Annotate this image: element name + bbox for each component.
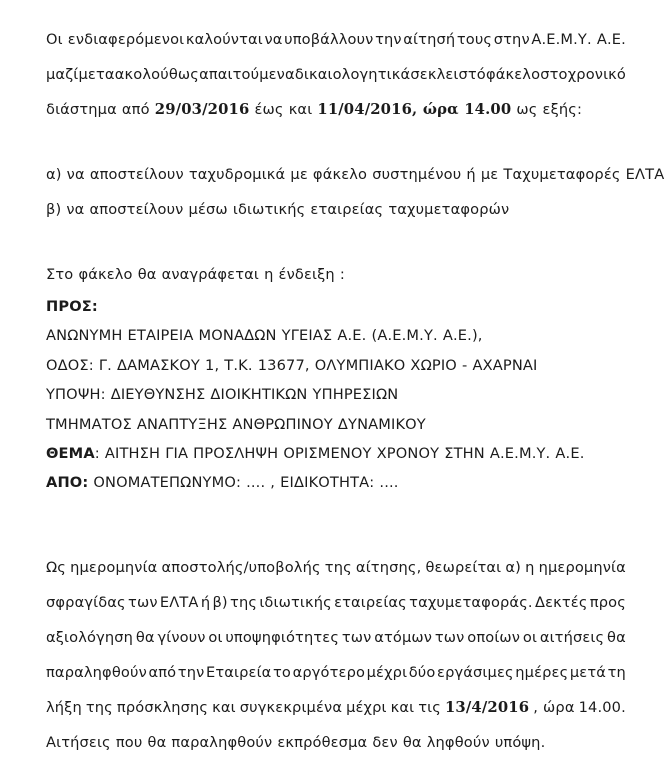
p2l3-w6: των: [341, 628, 372, 646]
p1l1-w8: στην: [493, 31, 530, 48]
p2l2-w8: εταιρείας: [334, 593, 407, 611]
paragraph-submission-instructions: [46, 22, 626, 127]
document-body: [46, 0, 665, 760]
p2l3-w11: αιτήσεις: [539, 628, 605, 646]
p2l3-w5: υποψηφιότητες: [225, 628, 340, 646]
paragraph1-line-3: [46, 92, 626, 127]
p1l3-pre: διάστημα από: [46, 101, 155, 118]
p1l1-w4: υποβάλλουν: [284, 31, 374, 48]
p1l2-w6: δικαιολογητικά: [294, 66, 411, 83]
p2l5-w3: πρόσκλησης: [116, 698, 209, 716]
recipient-attention: ΥΠΟΨΗ: ΔΙΕΥΘΥΝΣΗΣ ΔΙΟΙΚΗΤΙΚΩΝ ΥΠΗΡΕΣΙΩΝ: [46, 386, 399, 404]
p2l4-w5: το: [273, 663, 292, 681]
p2l4-w11: μετά: [569, 663, 607, 681]
p2l5-w9: , ώρα: [533, 698, 575, 716]
p2l2-w4: ή: [200, 593, 211, 611]
p1l1-w5: την: [375, 31, 402, 48]
sender-text: ΟΝΟΜΑΤΕΠΩΝΥΜΟ: .... , ΕΙΔΙΚΟΤΗΤΑ: ....: [88, 474, 399, 492]
recipient-address: ΟΔΟΣ: Γ. ΔΑΜΑΣΚΟΥ 1, Τ.Κ. 13677, ΟΛΥΜΠΙΑΚΟ ΧΩΡΙΟ - ΑΧΑΡΝΑΙ: [46, 356, 538, 374]
p1l1-w3: να: [264, 31, 283, 48]
p2l3-w3: γίνουν: [157, 628, 206, 646]
deadline-start-date: 29/03/2016: [154, 101, 250, 118]
p2l4-w9: εργάσιμες: [437, 663, 514, 681]
p2l4-w8: δύο: [408, 663, 436, 681]
submission-options: [46, 157, 665, 227]
option-b: β) να αποστείλουν μέσω ιδιωτικής εταιρείας ταχυμεταφορών: [46, 201, 510, 218]
p2l2-w2: των: [128, 593, 158, 611]
option-a: α) να αποστείλουν ταχυδρομικά με φάκελο συστημένου ή με Ταχυμεταφορές ΕΛΤΑ: [46, 166, 665, 183]
recipient-department: ΤΜΗΜΑΤΟΣ ΑΝΑΠΤΥΞΗΣ ΑΝΘΡΩΠΙΝΟΥ ΔΥΝΑΜΙΚΟΥ: [46, 415, 426, 433]
paragraph1-line-1: [46, 22, 626, 57]
p2l3-w4: οι: [208, 628, 223, 646]
p2l2-w3: ΕΛΤΑ: [159, 593, 199, 611]
subject-text: : ΑΙΤΗΣΗ ΓΙΑ ΠΡΟΣΛΗΨΗ ΟΡΙΣΜΕΝΟΥ ΧΡΟΝΟΥ ΣΤΗΝ Α.Ε.Μ.Υ. Α.Ε.: [94, 445, 585, 463]
p1l1-w1: Οι ενδιαφερόμενοι: [46, 31, 185, 48]
top-spacer: [46, 0, 626, 22]
paragraph2-line-5: [46, 690, 626, 725]
paragraph2-line-2: [46, 585, 626, 620]
p1l2-w9: φάκελο: [485, 66, 541, 83]
p2l1-w6: θεωρείται: [425, 558, 502, 576]
p2l1-w4: της: [324, 558, 352, 576]
spacer-after-options: [46, 227, 626, 257]
sender-label: ΑΠΟ:: [46, 474, 89, 492]
p2l3-w10: οι: [522, 628, 538, 646]
p2l1-w8: η: [525, 558, 535, 576]
p2l5-w6: μέχρι: [346, 698, 387, 716]
p1l2-w5: απαιτούμενα: [199, 66, 295, 83]
paragraph2-line-3: [46, 620, 626, 655]
spacer-before-paragraph2: [46, 528, 626, 550]
p1l2-w3: τα: [96, 66, 115, 83]
envelope-intro: Στο φάκελο θα αναγράφεται η ένδειξη :: [46, 266, 345, 283]
p2l1-w9: ημερομηνία: [538, 558, 626, 576]
p2l5-w7: και: [390, 698, 415, 716]
p2l4-w4: Εταιρεία: [205, 663, 272, 681]
p2l1-w3: αποστολής/υποβολής: [161, 558, 321, 576]
p2l4-w3: την: [177, 663, 205, 681]
p2l4-w10: ημέρες: [515, 663, 569, 681]
p1l2-w11: χρονικό: [567, 66, 626, 83]
p1l2-w10: στο: [540, 66, 568, 83]
p2l2-w1: σφραγίδας: [46, 593, 126, 611]
p1l1-w6: αίτησή: [403, 31, 456, 48]
envelope-block: [46, 257, 626, 498]
subject-label: ΘΕΜΑ: [46, 445, 95, 463]
p2l4-w7: μέχρι: [366, 663, 408, 681]
paragraph2-line-6: Αιτήσεις που θα παραληφθούν εκπρόθεσμα δεν θα ληφθούν υπόψη.: [46, 733, 546, 751]
p2l1-w7: α): [505, 558, 521, 576]
p2l5-w1: λήξη: [46, 698, 82, 716]
p2l2-w7: ιδιωτικής: [259, 593, 332, 611]
p1l1-w2: καλούνται: [185, 31, 263, 48]
p1l1-w9: Α.Ε.Μ.Υ. Α.Ε.: [531, 31, 626, 48]
paragraph-deadline-rules: [46, 550, 626, 760]
p2l2-w9: ταχυμεταφοράς.: [409, 593, 533, 611]
p2l1-w2: ημερομηνία: [70, 558, 158, 576]
p2l3-w7: ατόμων: [374, 628, 433, 646]
spacer-after-envelope: [46, 498, 626, 528]
p1l2-w7: σε: [410, 66, 428, 83]
p1l3-mid: έως και: [249, 101, 318, 118]
recipient-company: ΑΝΩΝΥΜΗ ΕΤΑΙΡΕΙΑ ΜΟΝΑΔΩΝ ΥΓΕΙΑΣ Α.Ε. (Α.Ε.Μ.Υ. Α.Ε.),: [46, 327, 483, 345]
paragraph1-line-2: [46, 57, 626, 92]
p1l1-w7: τους: [456, 31, 493, 48]
p2l5-w4: και: [212, 698, 236, 716]
p2l3-w1: αξιολόγηση: [46, 628, 134, 646]
p2l1-w5: αίτησης,: [355, 558, 422, 576]
p1l2-w2: με: [78, 66, 96, 83]
p2l4-w12: τη: [607, 663, 626, 681]
p2l1-w1: Ως: [46, 558, 67, 576]
p2l3-w2: θα: [135, 628, 155, 646]
p2l5-w5: συγκεκριμένα: [239, 698, 343, 716]
paragraph2-line-4: [46, 655, 626, 690]
p2l4-w2: από: [148, 663, 177, 681]
p2l3-w12: θα: [607, 628, 626, 646]
p1l2-w8: κλειστό: [427, 66, 486, 83]
final-deadline-date: 13/4/2016: [444, 698, 530, 716]
sender-line: [46, 468, 626, 497]
p1l3-post: ως εξής:: [511, 101, 583, 118]
recipient-label: ΠΡΟΣ:: [46, 298, 98, 315]
p2l3-w8: των: [434, 628, 465, 646]
spacer-after-paragraph1: [46, 127, 626, 157]
p2l2-w5: β): [212, 593, 228, 611]
p2l2-w6: της: [230, 593, 258, 611]
deadline-end-date: 11/04/2016, ώρα 14.00: [317, 101, 512, 118]
p2l5-w8: τις: [418, 698, 441, 716]
p1l2-w1: μαζί: [46, 66, 79, 83]
p2l4-w6: αργότερο: [292, 663, 366, 681]
p2l3-w9: οποίων: [467, 628, 521, 646]
paragraph2-line-1: [46, 550, 626, 585]
p2l5-w10: 14.00.: [578, 698, 626, 716]
subject-line: [46, 439, 626, 468]
p1l2-w4: ακολούθως: [114, 66, 199, 83]
p2l2-w11: προς: [589, 593, 626, 611]
p2l2-w10: Δεκτές: [534, 593, 588, 611]
p2l4-w1: παραληφθούν: [46, 663, 147, 681]
p2l5-w2: της: [85, 698, 113, 716]
